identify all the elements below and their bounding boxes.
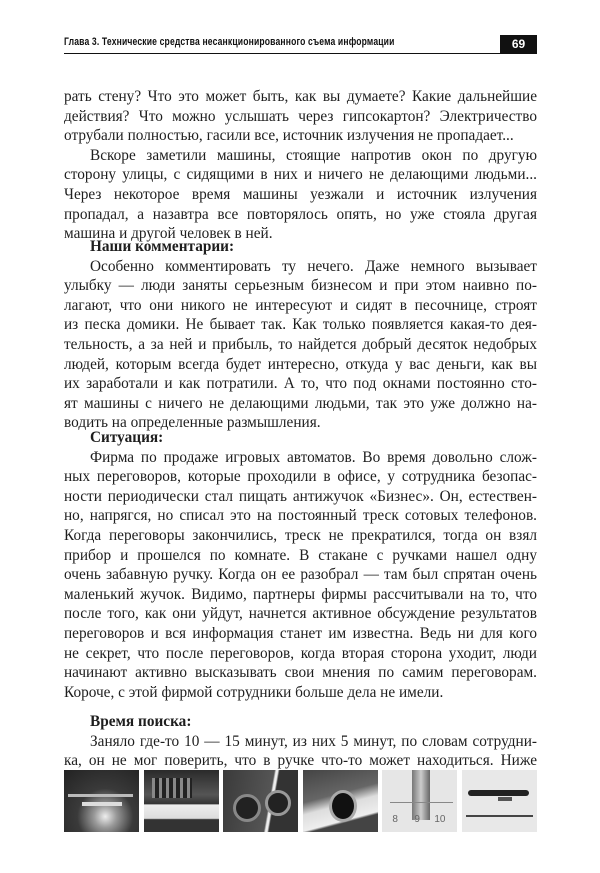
text-line: тельность, а за ней и прибыль, то найдется добрый десяток недобрых (64, 335, 537, 353)
photo-bug-with-ruler (382, 770, 457, 832)
text-line: их заработали и как потратили. А то, что под окнами постоянно сто- (64, 375, 537, 393)
section-heading: Время поиска: (90, 713, 192, 730)
text-line: ят машины с ничего не делающими людьми, так это уже должно на- (64, 394, 537, 412)
text-line: не секрет, что после переговоров, когда вторая сторона уходит, люди (64, 644, 537, 662)
running-header (64, 35, 537, 54)
photo-strip (64, 770, 537, 832)
text-line: Вскоре заметили машины, стоящие напротив окон по другую (90, 146, 537, 164)
photo-circuit-board (144, 770, 219, 832)
page-number: 69 (500, 35, 537, 54)
photo-microphone (303, 770, 378, 832)
text-line: Особенно комментировать ту нечего. Даже немного вызывает (90, 257, 537, 275)
ruler-label: 9 (414, 814, 420, 825)
text-line: Фирма по продаже игровых автоматов. Во время довольно слож- (90, 448, 537, 466)
text-line: рать стену? Что это может быть, как вы думаете? Какие дальнейшие (64, 88, 537, 105)
text-line: Когда переговоры закончились, треск не прекратился, тогда он взял (64, 526, 537, 544)
text-line: водить на определенные размышления. (64, 414, 321, 432)
ruler-label: 8 (392, 814, 398, 825)
section-comments (64, 237, 537, 433)
text-line: переговоров и вся информация станет им известна. Ведь ни для кого (64, 624, 537, 642)
text-line: начинают активно высказывать свои мнения по самим переговорам. (64, 664, 537, 682)
photo-pen-tips (223, 770, 298, 832)
text-line: действия? Что можно услышать через гипсокартон? Электричество (64, 107, 537, 125)
section-heading: Ситуация: (90, 429, 164, 446)
ruler-label: 10 (434, 814, 446, 825)
section-search-time (64, 712, 537, 771)
text-line: отрубали полностью, гасили все, источник излучения не пропадает... (64, 127, 514, 145)
text-line: улыбку — люди заняты серьезным бизнесом и при этом наивно по- (64, 277, 537, 295)
chapter-title: Глава 3. Технические средства несанкционированного съема информации (64, 36, 395, 48)
paragraph-continued (64, 87, 537, 244)
photo-assembled-pen (462, 770, 537, 832)
text-line: Короче, с этой фирмой сотрудники больше дела не имели. (64, 683, 444, 701)
text-line: людей, которым всегда будет интересно, откуда у вас деньги, как вы (64, 355, 537, 373)
text-line: прибор и прошелся по комнате. В стакане с ручками нашел одну (64, 546, 537, 564)
text-line: Заняло где-то 10 — 15 минут, из них 5 минут, по словам сотрудни- (90, 732, 537, 750)
text-line: после того, как они уйдут, начнется активное обсуждение результатов (64, 605, 537, 623)
text-line: сторону улицы, с сидящими в них и ничего не делающими людьми... (64, 166, 537, 184)
text-line: лагают, что они никого не интересуют и сидят в песочнице, строят (64, 296, 537, 314)
text-line: но, напрягся, но списал это на постоянный треск сотовых телефонов. (64, 507, 537, 525)
photo-pen-on-table (64, 770, 139, 832)
text-line: ка, он не мог поверить, что в ручке что-то может находиться. Ниже (64, 752, 537, 770)
text-line: маленький жучок. Видимо, партнеры фирмы рассчитывали на то, что (64, 585, 537, 603)
text-line: очень забавную ручку. Когда он ее разобрал — там был спрятан очень (64, 566, 537, 584)
text-line: ных переговоров, которые проходили в офисе, у сотрудника безопас- (64, 468, 537, 486)
section-situation (64, 428, 537, 702)
text-line: пропадал, а назавтра все повторялось опять, но уже стояла другая (64, 205, 537, 223)
text-line: из песка домики. Не бывает так. Как только появляется какая-то дея- (64, 316, 537, 334)
text-line: ности периодически стал пищать антижучок «Бизнес». Он, естествен- (64, 487, 537, 505)
section-heading: Наши комментарии: (90, 238, 235, 255)
text-line: Через некоторое время машины уезжали и источник излучения (64, 185, 537, 203)
text-line: машина и другой человек в ней. (64, 225, 273, 243)
